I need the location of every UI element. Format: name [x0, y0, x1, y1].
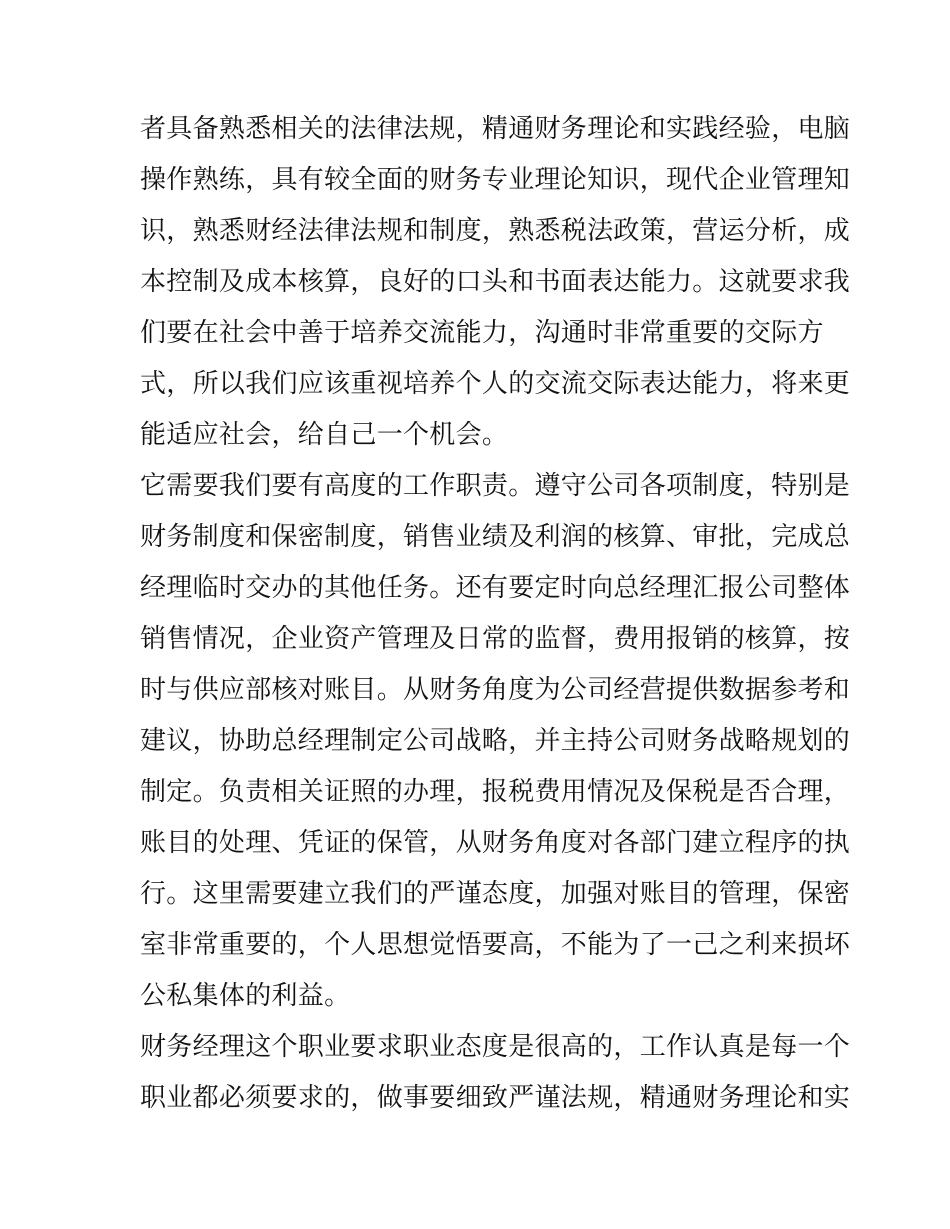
- text-line: 财务经理这个职业要求职业态度是很高的，工作认真是每一个: [140, 1032, 851, 1062]
- text-line: 时与供应部核对账目。从财务角度为公司经营提供数据参考和: [140, 675, 851, 705]
- text-line: 者具备熟悉相关的法律法规，精通财务理论和实践经验，电脑: [140, 114, 851, 144]
- text-line: 销售情况，企业资产管理及日常的监督，费用报销的核算，按: [140, 624, 851, 654]
- text-line: 职业都必须要求的，做事要细致严谨法规，精通财务理论和实: [140, 1083, 851, 1113]
- text-line: 公私集体的利益。: [140, 981, 351, 1011]
- document-body: [140, 104, 851, 1124]
- text-line: 制定。负责相关证照的办理，报税费用情况及保税是否合理，: [140, 777, 851, 807]
- text-line: 室非常重要的，个人思想觉悟要高，不能为了一己之利来损坏: [140, 930, 851, 960]
- text-line: 们要在社会中善于培养交流能力，沟通时非常重要的交际方: [140, 318, 824, 348]
- text-line: 建议，协助总经理制定公司战略，并主持公司财务战略规划的: [140, 726, 851, 756]
- text-line: 识，熟悉财经法律法规和制度，熟悉税法政策，营运分析，成: [140, 216, 851, 246]
- text-line: 行。这里需要建立我们的严谨态度，加强对账目的管理，保密: [140, 879, 851, 909]
- text-line: 它需要我们要有高度的工作职责。遵守公司各项制度，特别是: [140, 471, 851, 501]
- text-line: 经理临时交办的其他任务。还有要定时向总经理汇报公司整体: [140, 573, 851, 603]
- text-line: 本控制及成本核算，良好的口头和书面表达能力。这就要求我: [140, 267, 851, 297]
- text-line: 操作熟练，具有较全面的财务专业理论知识，现代企业管理知: [140, 165, 851, 195]
- text-line: 财务制度和保密制度，销售业绩及利润的核算、审批，完成总: [140, 522, 851, 552]
- text-line: 账目的处理、凭证的保管，从财务角度对各部门建立程序的执: [140, 828, 851, 858]
- text-line: 能适应社会，给自己一个机会。: [140, 420, 509, 450]
- text-line: 式，所以我们应该重视培养个人的交流交际表达能力，将来更: [140, 369, 851, 399]
